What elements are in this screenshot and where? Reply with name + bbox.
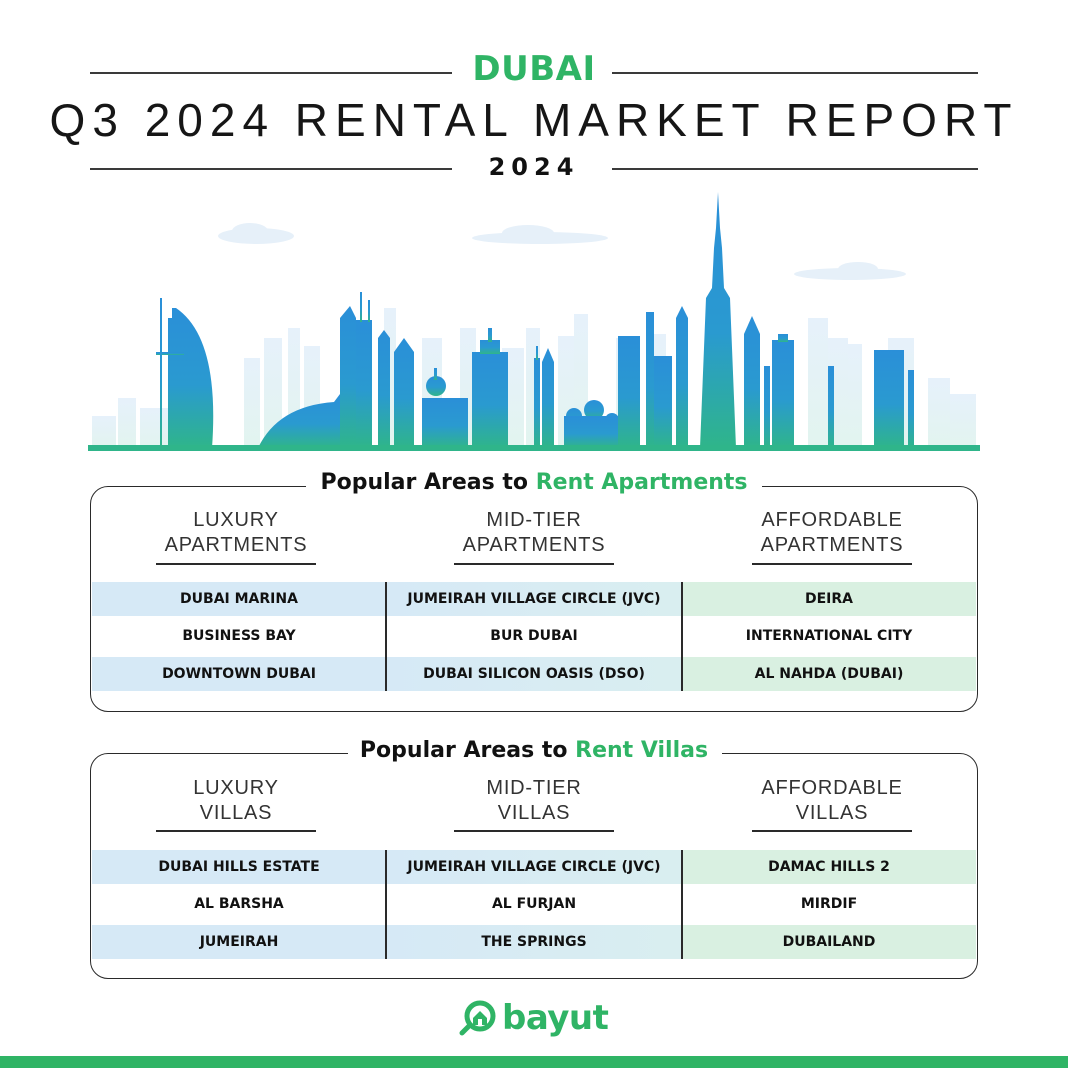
col-head-luxury-apartments: LUXURY APARTMENTS [164, 509, 308, 556]
col-underline [752, 563, 912, 565]
table-cell: AL FURJAN [491, 896, 577, 912]
table-cell: JUMEIRAH VILLAGE CIRCLE (JVC) [387, 582, 681, 616]
bayut-logo [458, 996, 618, 1040]
column-divider [385, 582, 387, 691]
table-cell: MIRDIF [800, 896, 858, 912]
bayut-house-pin-icon [458, 998, 498, 1038]
column-divider [681, 582, 683, 691]
table-cell: JUMEIRAH [92, 925, 386, 959]
city-title: DUBAI [472, 49, 596, 89]
table-cell: DOWNTOWN DUBAI [92, 657, 386, 691]
villas-panel-title: Popular Areas to Rent Villas [359, 738, 709, 763]
col-head-affordable-apartments: AFFORDABLE APARTMENTS [760, 509, 904, 556]
column-divider [385, 850, 387, 959]
table-cell: AL BARSHA [194, 896, 284, 912]
dubai-skyline-illustration [88, 188, 980, 454]
table-cell: DAMAC HILLS 2 [682, 850, 976, 884]
table-cell: BUR DUBAI [490, 628, 578, 644]
table-cell: AL NAHDA (DUBAI) [682, 657, 976, 691]
year-title: 2024 [488, 153, 580, 181]
col-head-midtier-villas: MID-TIER VILLAS [486, 777, 582, 824]
table-cell: DUBAI SILICON OASIS (DSO) [387, 657, 681, 691]
table-cell: DUBAI MARINA [92, 582, 386, 616]
clouds [218, 223, 906, 280]
col-head-midtier-apartments: MID-TIER APARTMENTS [462, 509, 606, 556]
col-underline [752, 830, 912, 832]
table-cell: DEIRA [682, 582, 976, 616]
col-underline [156, 830, 316, 832]
col-head-affordable-villas: AFFORDABLE VILLAS [761, 777, 903, 824]
col-underline [454, 830, 614, 832]
report-title: Q3 2024 RENTAL MARKET REPORT [49, 94, 1019, 146]
table-cell: BUSINESS BAY [182, 628, 296, 644]
table-cell: INTERNATIONAL CITY [745, 628, 913, 644]
bayut-wordmark: bayut [502, 998, 609, 1038]
col-underline [454, 563, 614, 565]
table-cell: THE SPRINGS [387, 925, 681, 959]
table-cell: DUBAILAND [682, 925, 976, 959]
bottom-accent-bar [0, 1056, 1068, 1068]
ground-line [88, 445, 980, 451]
col-underline [156, 563, 316, 565]
column-divider [681, 850, 683, 959]
table-cell: JUMEIRAH VILLAGE CIRCLE (JVC) [387, 850, 681, 884]
table-cell: DUBAI HILLS ESTATE [92, 850, 386, 884]
apartments-panel-title: Popular Areas to Rent Apartments [320, 470, 748, 495]
col-head-luxury-villas: LUXURY VILLAS [193, 777, 279, 824]
